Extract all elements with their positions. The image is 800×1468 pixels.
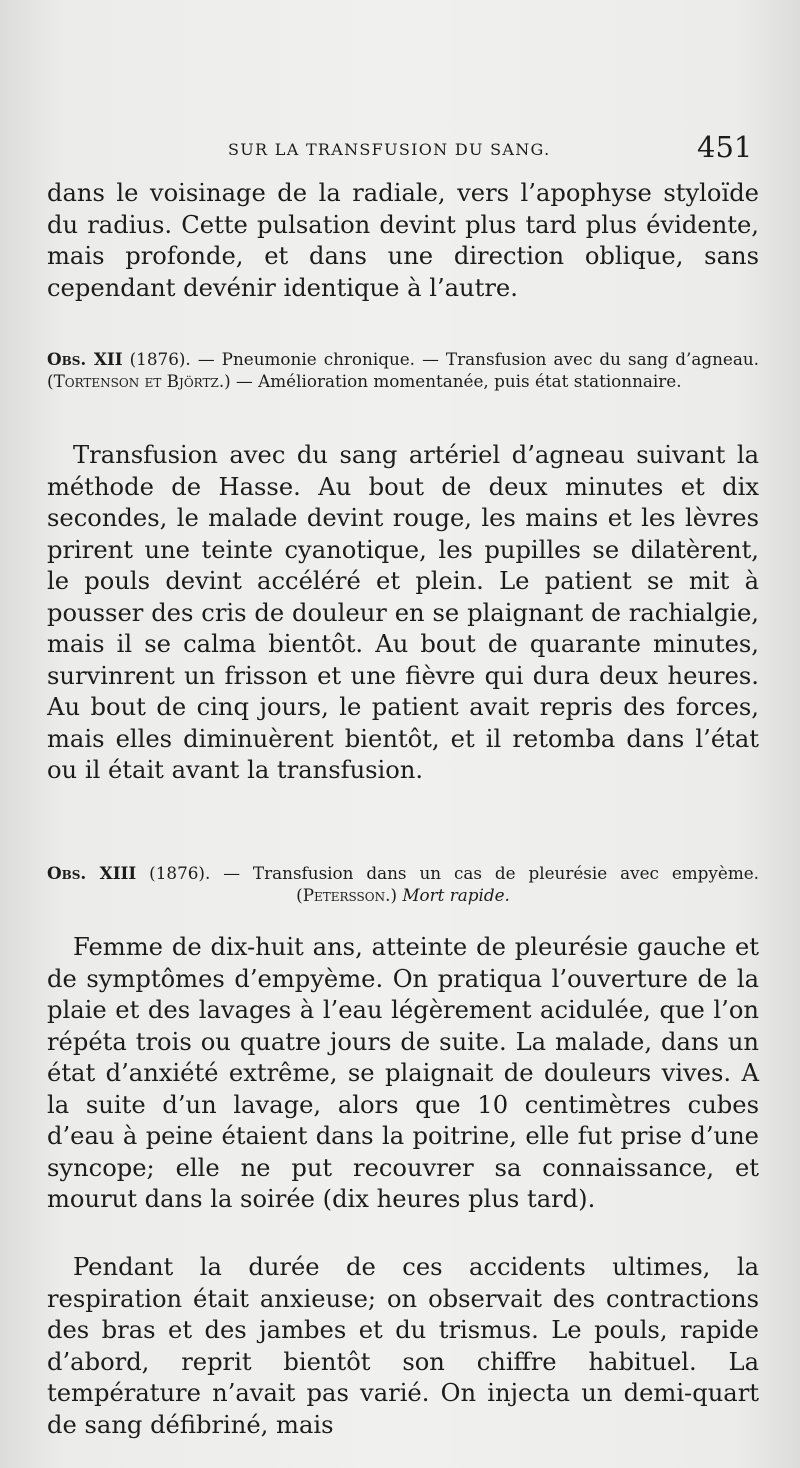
observation-13-heading <box>47 862 759 906</box>
observation-authors: Tortenson et Björtz. <box>53 371 225 391</box>
paragraph-observation-13: Femme de dix-huit ans, atteinte de pleurésie gauche et de symptômes d’empyème. On pratiqua l’ouverture de la plaie et des lavages à l’eau légèrement acidulée, que l’on répéta trois ou quatre jours de suite. La malade, dans un état d’anxiété extrême, se plaignait de douleurs vives. A la suite d’un lavage, alors que 10 centimètres cubes d’eau à peine étaient dans la poitrine, elle fut prise d’une syncope; elle ne put recouvrer sa connaissance, et mourut dans la soirée (dix heures plus tard). <box>47 933 759 1213</box>
observation-label: Obs. XII <box>47 349 123 369</box>
running-title: SUR LA TRANSFUSION DU SANG. <box>228 140 551 159</box>
observation-authors: Petersson. <box>302 885 391 905</box>
observation-label: Obs. XIII <box>47 863 137 883</box>
observation-12-heading <box>47 348 759 392</box>
paragraph-continuation: dans le voisinage de la radiale, vers l’apophyse styloïde du radius. Cette pulsation devint plus tard plus évidente, mais profonde, et dans une direction oblique, sans cependant devénir identique à l’autre. <box>47 179 759 302</box>
page-header <box>0 130 800 180</box>
observation-text: (1876). — Pneumonie chronique. — Transfusion avec du sang d’agneau. ( <box>47 349 759 391</box>
observation-text: (1876). — Transfusion dans un cas de pleurésie avec empyème. ( <box>136 863 759 905</box>
observation-outcome: ) — Amélioration momentanée, puis état stationnaire. <box>224 371 682 391</box>
page-number: 451 <box>697 130 753 164</box>
paragraph-final: Pendant la durée de ces accidents ultimes, la respiration était anxieuse; on observait des contractions des bras et des jambes et du trismus. Le pouls, rapide d’abord, reprit bientôt son chiffre habituel. La température n’avait pas varié. On injecta un demi-quart de sang défibriné, mais <box>47 1253 759 1439</box>
observation-separator: ) <box>390 885 403 905</box>
observation-outcome: Mort rapide. <box>402 885 510 905</box>
paragraph-observation-12: Transfusion avec du sang artériel d’agneau suivant la méthode de Hasse. Au bout de deux minutes et dix secondes, le malade devint rouge, les mains et les lèvres prirent une teinte cyanotique, les pupilles se dilatèrent, le pouls devint accéléré et plein. Le patient se mit à pousser des cris de douleur en se plaignant de rachialgie, mais il se calma bientôt. Au bout de quarante minutes, survinrent un frisson et une fièvre qui dura deux heures. Au bout de cinq jours, le patient avait repris des forces, mais elles diminuèrent bientôt, et il retomba dans l’état ou il était avant la transfusion. <box>47 441 759 784</box>
